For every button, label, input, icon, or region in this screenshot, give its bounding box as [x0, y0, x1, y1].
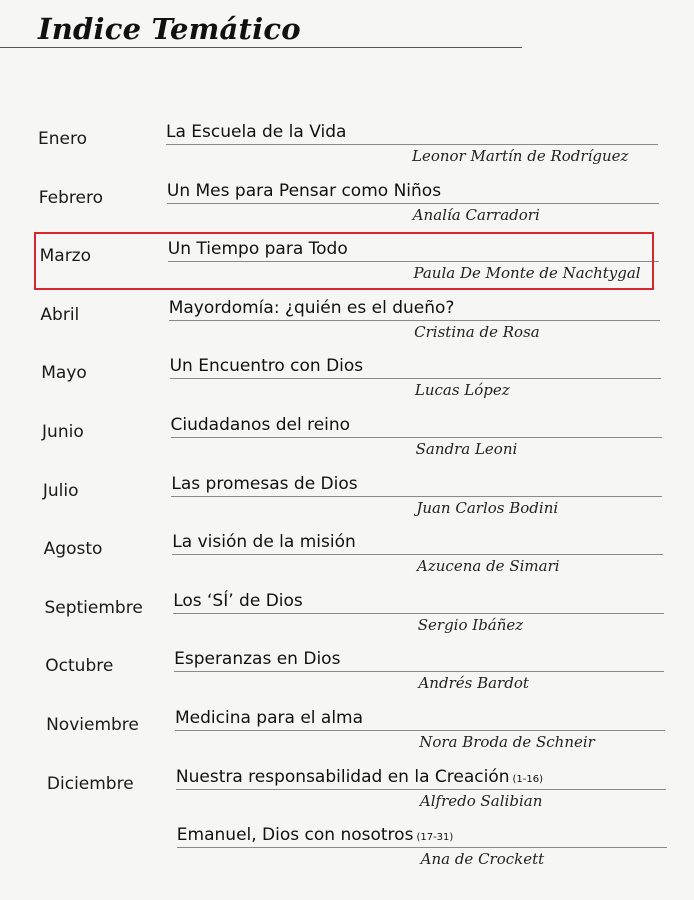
page-title: Indice Temático	[38, 12, 301, 46]
entry-topic	[172, 532, 355, 552]
entry-divider	[171, 496, 662, 497]
entry-author: Analía Carradori	[412, 205, 540, 224]
entry-divider	[169, 320, 660, 321]
toc-entry	[0, 704, 694, 762]
entry-month: Agosto	[43, 539, 103, 560]
entry-author: Lucas López	[414, 381, 510, 400]
entry-divider	[177, 847, 667, 848]
entry-topic	[174, 649, 340, 669]
entry-month: Mayo	[41, 363, 87, 384]
entry-divider	[172, 554, 663, 555]
entry-divider	[167, 203, 659, 204]
entry-month: Octubre	[45, 656, 114, 677]
entry-author: Nora Broda de Schneir	[419, 733, 595, 751]
entry-topic-text: Mayordomía: ¿quién es el dueño?	[168, 297, 455, 318]
entry-topic-text: La visión de la misión	[172, 532, 356, 553]
toc-entry	[0, 821, 694, 879]
entry-divider	[173, 613, 664, 614]
entry-topic-text: La Escuela de la Vida	[166, 122, 347, 142]
entry-topic	[170, 356, 364, 376]
title-divider	[0, 47, 522, 48]
toc-entry	[0, 528, 694, 586]
entry-topic-text: Los ‘SÍ’ de Dios	[173, 590, 303, 611]
entry-month: Noviembre	[46, 715, 139, 735]
toc-entry	[0, 645, 694, 703]
entry-day-range: (17-31)	[416, 832, 454, 844]
entry-author: Alfredo Salibian	[419, 791, 543, 810]
toc-entry	[0, 587, 694, 645]
entry-month: Junio	[42, 422, 84, 442]
entry-month: Enero	[38, 129, 87, 149]
entry-divider	[171, 437, 662, 438]
entry-topic	[171, 415, 351, 435]
toc-entry	[0, 294, 694, 352]
entry-divider	[175, 730, 665, 731]
entry-topic-text: Un Tiempo para Todo	[167, 239, 348, 260]
entry-month: Julio	[42, 480, 79, 501]
toc-entry	[0, 118, 694, 176]
entry-divider	[170, 378, 661, 379]
entry-author: Juan Carlos Bodini	[416, 498, 559, 517]
entry-divider	[174, 671, 664, 672]
entry-topic-text: Un Encuentro con Dios	[169, 356, 364, 377]
entry-topic	[171, 474, 357, 494]
toc-entry	[0, 763, 694, 821]
entry-month: Septiembre	[44, 597, 143, 618]
entry-topic-text: Las promesas de Dios	[171, 473, 358, 494]
entry-author: Sandra Leoni	[415, 440, 518, 458]
selection-highlight-box	[34, 232, 654, 290]
entry-divider	[176, 789, 666, 790]
entry-topic-text: Emanuel, Dios con nosotros	[176, 825, 414, 846]
entry-topic-text: Ciudadanos del reino	[170, 415, 351, 435]
entry-author: Paula De Monte de Nachtygal	[413, 264, 641, 283]
entry-author: Azucena de Simari	[417, 557, 560, 576]
toc-entry	[0, 470, 694, 528]
entry-topic	[177, 825, 454, 845]
entry-author: Ana de Crockett	[420, 850, 545, 869]
toc-entry	[0, 177, 694, 235]
entry-topic-text: Nuestra responsabilidad en la Creación	[175, 766, 510, 787]
entry-topic	[175, 708, 363, 728]
entry-author: Sergio Ibáñez	[417, 615, 524, 634]
entry-topic-text: Un Mes para Pensar como Niños	[166, 180, 442, 201]
entry-divider	[166, 144, 658, 145]
entry-month: Diciembre	[46, 773, 134, 794]
entry-day-range: (1-16)	[512, 773, 543, 785]
entry-topic	[173, 591, 303, 611]
entry-topic	[166, 122, 346, 142]
entry-month: Abril	[40, 304, 80, 325]
entry-topic-text: Medicina para el alma	[175, 708, 364, 728]
entry-author: Leonor Martín de Rodríguez	[412, 147, 629, 165]
entry-author: Andrés Bardot	[418, 674, 529, 693]
entry-month: Marzo	[39, 246, 92, 267]
entry-topic	[176, 767, 543, 787]
toc-entry	[0, 352, 694, 410]
entry-topic	[167, 181, 441, 201]
entry-author: Cristina de Rosa	[414, 322, 540, 341]
entry-month: Febrero	[38, 187, 103, 208]
toc-entry	[0, 411, 694, 469]
entry-topic	[169, 298, 455, 318]
entry-topic-text: Esperanzas en Dios	[174, 649, 341, 670]
